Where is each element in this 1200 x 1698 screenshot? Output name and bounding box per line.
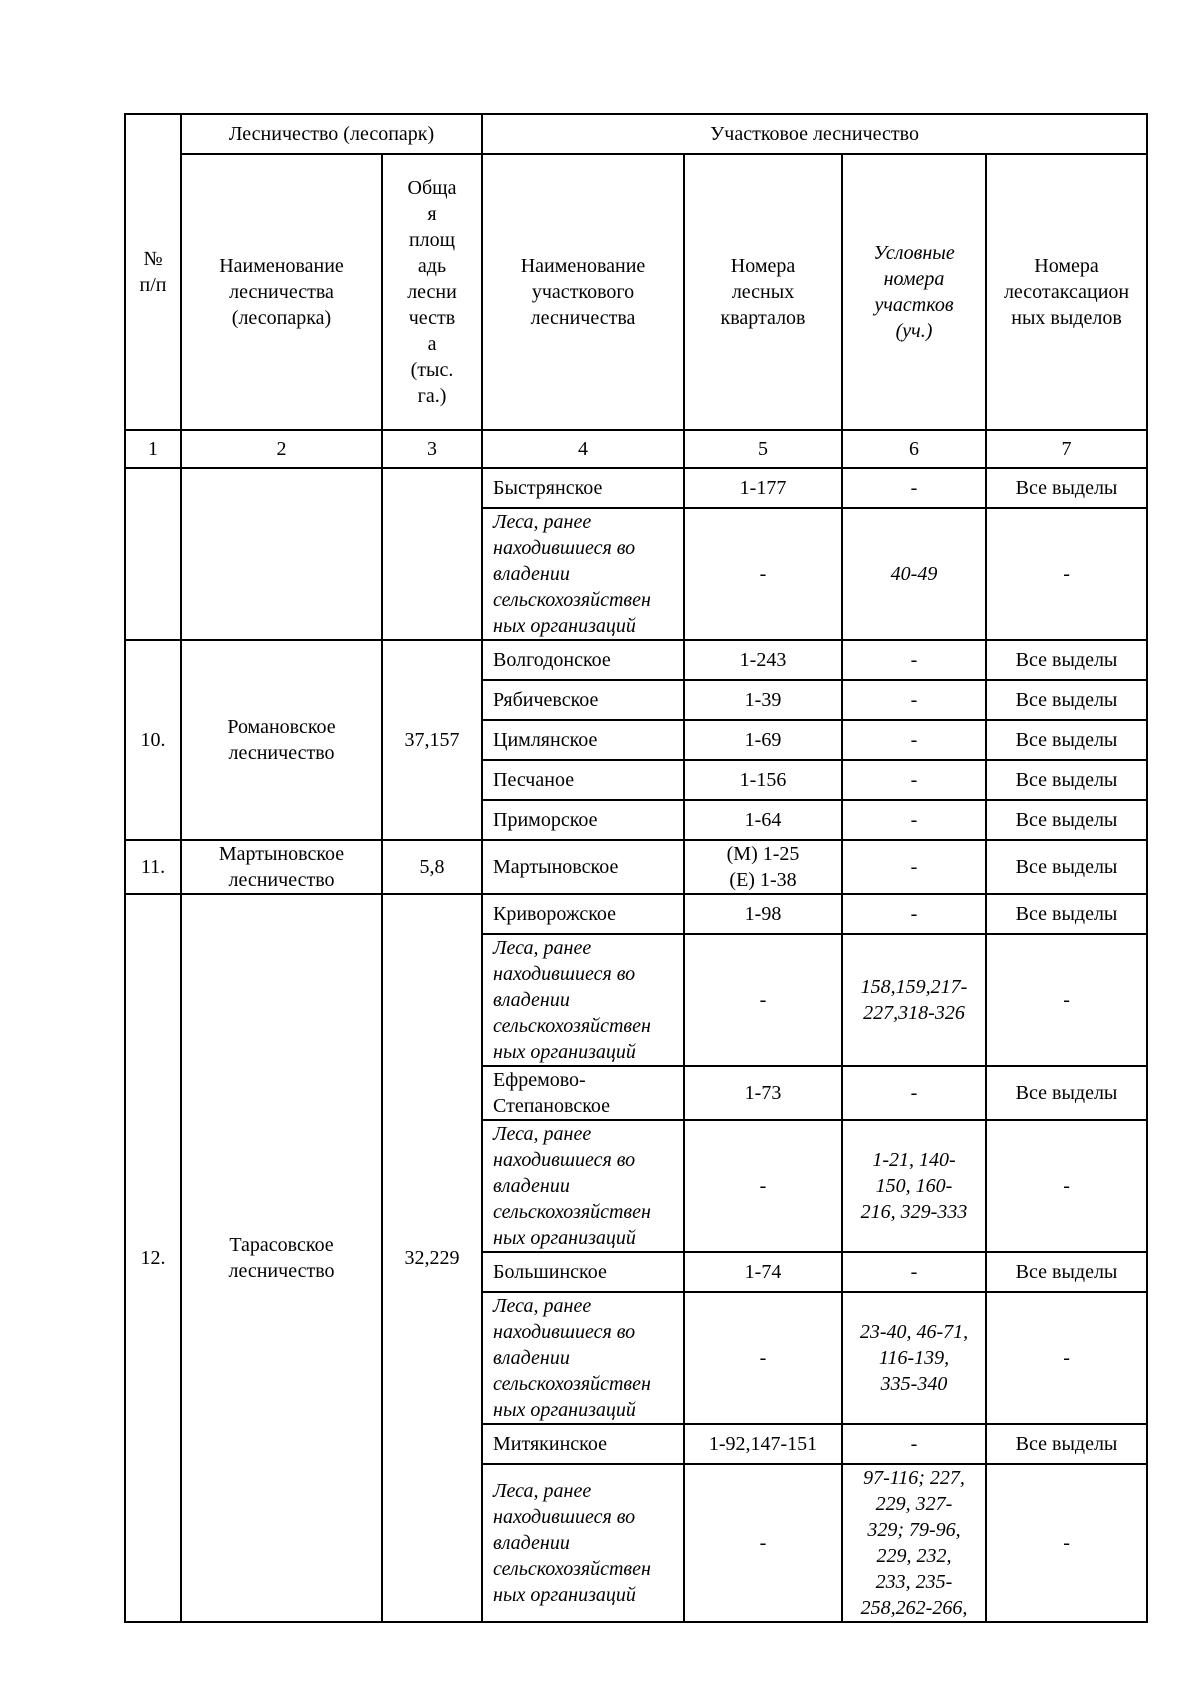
header-row-groups xyxy=(125,114,1147,154)
header-row-numbers xyxy=(125,430,1147,468)
cell-kvartaly: 1-243 xyxy=(684,640,842,680)
table-row xyxy=(125,894,1147,934)
column-number: 7 xyxy=(986,430,1147,468)
cell-uch-name: Леса, ранее находившиеся во владении сельскохозяйствен ных организаций xyxy=(482,1464,684,1622)
header-row-columns xyxy=(125,154,1147,430)
cell-vydely: - xyxy=(986,508,1147,640)
cell-uslovnye: - xyxy=(842,640,986,680)
header-col-name: Наименование лесничества (лесопарка) xyxy=(181,154,382,430)
cell-vydely: Все выделы xyxy=(986,1252,1147,1292)
cell-uslovnye: - xyxy=(842,468,986,508)
cell-lesnichestvo-name: Мартыновское лесничество xyxy=(181,840,382,894)
cell-vydely: Все выделы xyxy=(986,1066,1147,1120)
header-col-uch-name: Наименование участкового лесничества xyxy=(482,154,684,430)
cell-kvartaly: 1-73 xyxy=(684,1066,842,1120)
header-col-uslovnye: Условные номера участков (уч.) xyxy=(842,154,986,430)
forestry-table xyxy=(124,113,1148,1623)
cell-uch-name: Леса, ранее находившиеся во владении сельскохозяйствен ных организаций xyxy=(482,1120,684,1252)
cell-kvartaly: 1-92,147-151 xyxy=(684,1424,842,1464)
cell-uch-name: Быстрянское xyxy=(482,468,684,508)
cell-num-empty xyxy=(125,468,181,640)
table-row xyxy=(125,468,1147,508)
cell-kvartaly: - xyxy=(684,1292,842,1424)
cell-vydely: Все выделы xyxy=(986,680,1147,720)
cell-name-empty xyxy=(181,468,382,640)
cell-vydely: Все выделы xyxy=(986,840,1147,894)
cell-uslovnye: 97-116; 227, 229, 327- 329; 79-96, 229, 232, 233, 235- 258,262-266, xyxy=(842,1464,986,1622)
cell-num: 12. xyxy=(125,894,181,1622)
cell-lesnichestvo-name: Тарасовское лесничество xyxy=(181,894,382,1622)
cell-vydely: Все выделы xyxy=(986,1424,1147,1464)
cell-uch-name: Леса, ранее находившиеся во владении сельскохозяйствен ных организаций xyxy=(482,1292,684,1424)
cell-uslovnye: 1-21, 140- 150, 160- 216, 329-333 xyxy=(842,1120,986,1252)
cell-vydely: - xyxy=(986,1464,1147,1622)
cell-uslovnye: 23-40, 46-71, 116-139, 335-340 xyxy=(842,1292,986,1424)
cell-area-empty xyxy=(382,468,482,640)
cell-uch-name: Песчаное xyxy=(482,760,684,800)
cell-uslovnye: - xyxy=(842,800,986,840)
header-lesnichestvo-group: Лесничество (лесопарк) xyxy=(181,114,482,154)
header-col-kvartaly: Номера лесных кварталов xyxy=(684,154,842,430)
cell-uslovnye: 40-49 xyxy=(842,508,986,640)
cell-kvartaly: - xyxy=(684,508,842,640)
cell-uslovnye: - xyxy=(842,720,986,760)
cell-uslovnye: - xyxy=(842,1252,986,1292)
cell-kvartaly: 1-74 xyxy=(684,1252,842,1292)
header-col-area: Обща я площ адь лесни честв а (тыс. га.) xyxy=(382,154,482,430)
column-number: 6 xyxy=(842,430,986,468)
cell-area: 5,8 xyxy=(382,840,482,894)
cell-vydely: - xyxy=(986,1292,1147,1424)
column-number: 4 xyxy=(482,430,684,468)
cell-area: 37,157 xyxy=(382,640,482,840)
cell-uch-name: Митякинское xyxy=(482,1424,684,1464)
cell-uslovnye: - xyxy=(842,840,986,894)
cell-vydely: Все выделы xyxy=(986,800,1147,840)
cell-uch-name: Криворожское xyxy=(482,894,684,934)
cell-kvartaly: - xyxy=(684,1464,842,1622)
cell-kvartaly: (М) 1-25 (Е) 1-38 xyxy=(684,840,842,894)
cell-uch-name: Леса, ранее находившиеся во владении сельскохозяйствен ных организаций xyxy=(482,934,684,1066)
cell-uch-name: Цимлянское xyxy=(482,720,684,760)
header-num: № п/п xyxy=(125,114,181,430)
cell-uslovnye: - xyxy=(842,894,986,934)
cell-uslovnye: - xyxy=(842,1066,986,1120)
cell-vydely: - xyxy=(986,934,1147,1066)
column-number: 3 xyxy=(382,430,482,468)
cell-lesnichestvo-name: Романовское лесничество xyxy=(181,640,382,840)
column-number: 5 xyxy=(684,430,842,468)
cell-num: 10. xyxy=(125,640,181,840)
cell-uch-name: Большинское xyxy=(482,1252,684,1292)
cell-uch-name: Рябичевское xyxy=(482,680,684,720)
cell-vydely: Все выделы xyxy=(986,640,1147,680)
cell-kvartaly: 1-177 xyxy=(684,468,842,508)
cell-kvartaly: 1-69 xyxy=(684,720,842,760)
cell-num: 11. xyxy=(125,840,181,894)
cell-uch-name: Мартыновское xyxy=(482,840,684,894)
cell-vydely: Все выделы xyxy=(986,720,1147,760)
cell-vydely: - xyxy=(986,1120,1147,1252)
cell-uch-name: Ефремово- Степановское xyxy=(482,1066,684,1120)
cell-uch-name: Леса, ранее находившиеся во владении сельскохозяйствен ных организаций xyxy=(482,508,684,640)
table-row xyxy=(125,840,1147,894)
cell-kvartaly: 1-64 xyxy=(684,800,842,840)
cell-uslovnye: - xyxy=(842,1424,986,1464)
cell-uch-name: Приморское xyxy=(482,800,684,840)
cell-kvartaly: - xyxy=(684,934,842,1066)
column-number: 2 xyxy=(181,430,382,468)
cell-kvartaly: 1-98 xyxy=(684,894,842,934)
cell-kvartaly: 1-156 xyxy=(684,760,842,800)
cell-area: 32,229 xyxy=(382,894,482,1622)
header-col-vydely: Номера лесотаксацион ных выделов xyxy=(986,154,1147,430)
header-uchastok-group: Участковое лесничество xyxy=(482,114,1147,154)
cell-vydely: Все выделы xyxy=(986,760,1147,800)
cell-uch-name: Волгодонское xyxy=(482,640,684,680)
cell-uslovnye: - xyxy=(842,680,986,720)
cell-uslovnye: - xyxy=(842,760,986,800)
column-number: 1 xyxy=(125,430,181,468)
table-row xyxy=(125,640,1147,680)
cell-uslovnye: 158,159,217- 227,318-326 xyxy=(842,934,986,1066)
cell-kvartaly: 1-39 xyxy=(684,680,842,720)
cell-vydely: Все выделы xyxy=(986,894,1147,934)
cell-vydely: Все выделы xyxy=(986,468,1147,508)
cell-kvartaly: - xyxy=(684,1120,842,1252)
